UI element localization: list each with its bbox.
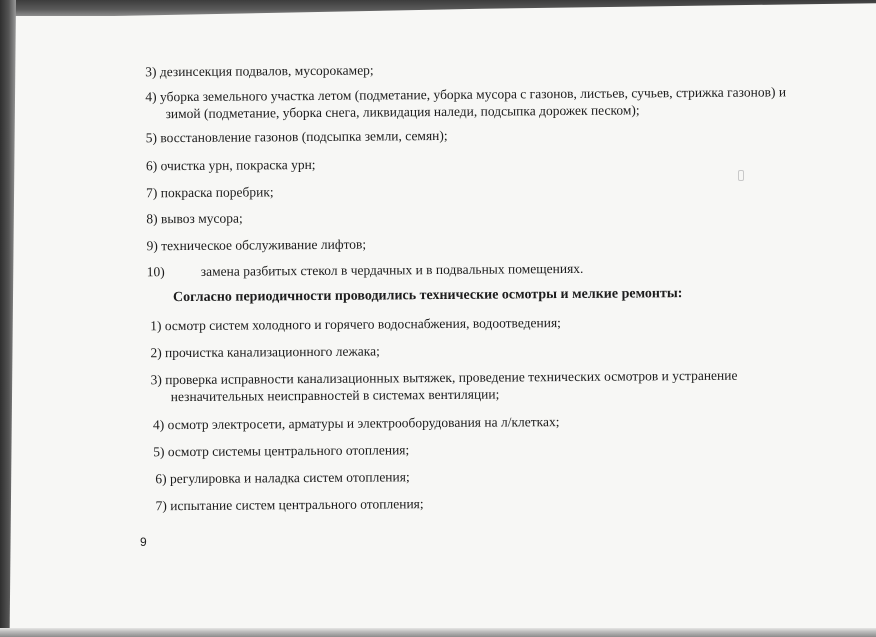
list-item: 4) уборка земельного участка летом (подметание, уборка мусора с газонов, листьев, сучьев, стрижка газонов) и (145, 84, 787, 105)
list-item-continuation: зимой (подметание, уборка снега, ликвидация наледи, подсыпка дорожек песком); (165, 102, 640, 122)
list-item: 6) очистка урн, покраска урн; (145, 156, 316, 174)
list-item: 7) испытание систем центрального отопления; (155, 496, 424, 514)
page-number: 9 (140, 535, 147, 549)
list-item: 3) проверка исправности канализационных вытяжек, проведение технических осмотров и устранение (150, 367, 738, 388)
list-item: 5) восстановление газонов (подсыпка земли, семян); (145, 127, 448, 146)
list-item: 5) осмотр системы центрального отопления; (153, 442, 410, 460)
list-item: 8) вывоз мусора; (146, 210, 243, 227)
list-item: 2) прочистка канализационного лежака; (150, 343, 380, 361)
list-item-continuation: незначительных неисправностей в системах вентиляции; (170, 386, 500, 405)
list-item: 6) регулировка и наладка систем отопления; (155, 469, 410, 487)
list-item: 1) осмотр систем холодного и горячего водоснабжения, водоотведения; (150, 315, 561, 334)
list-item: 9) техническое обслуживание лифтов; (146, 236, 367, 254)
section-heading: Согласно периодичности проводились технические осмотры и мелкие ремонты: (172, 286, 683, 306)
list-item: 3) дезинсекция подвалов, мусорокамер; (145, 62, 374, 80)
list-item: замена разбитых стекол в чердачных и в подвальных помещениях. (200, 260, 584, 279)
list-item: 7) покраска поребрик; (146, 184, 274, 201)
list-item: 4) осмотр электросети, арматуры и электрооборудования на л/клетках; (152, 414, 560, 433)
list-item-number: 10) (146, 264, 165, 280)
